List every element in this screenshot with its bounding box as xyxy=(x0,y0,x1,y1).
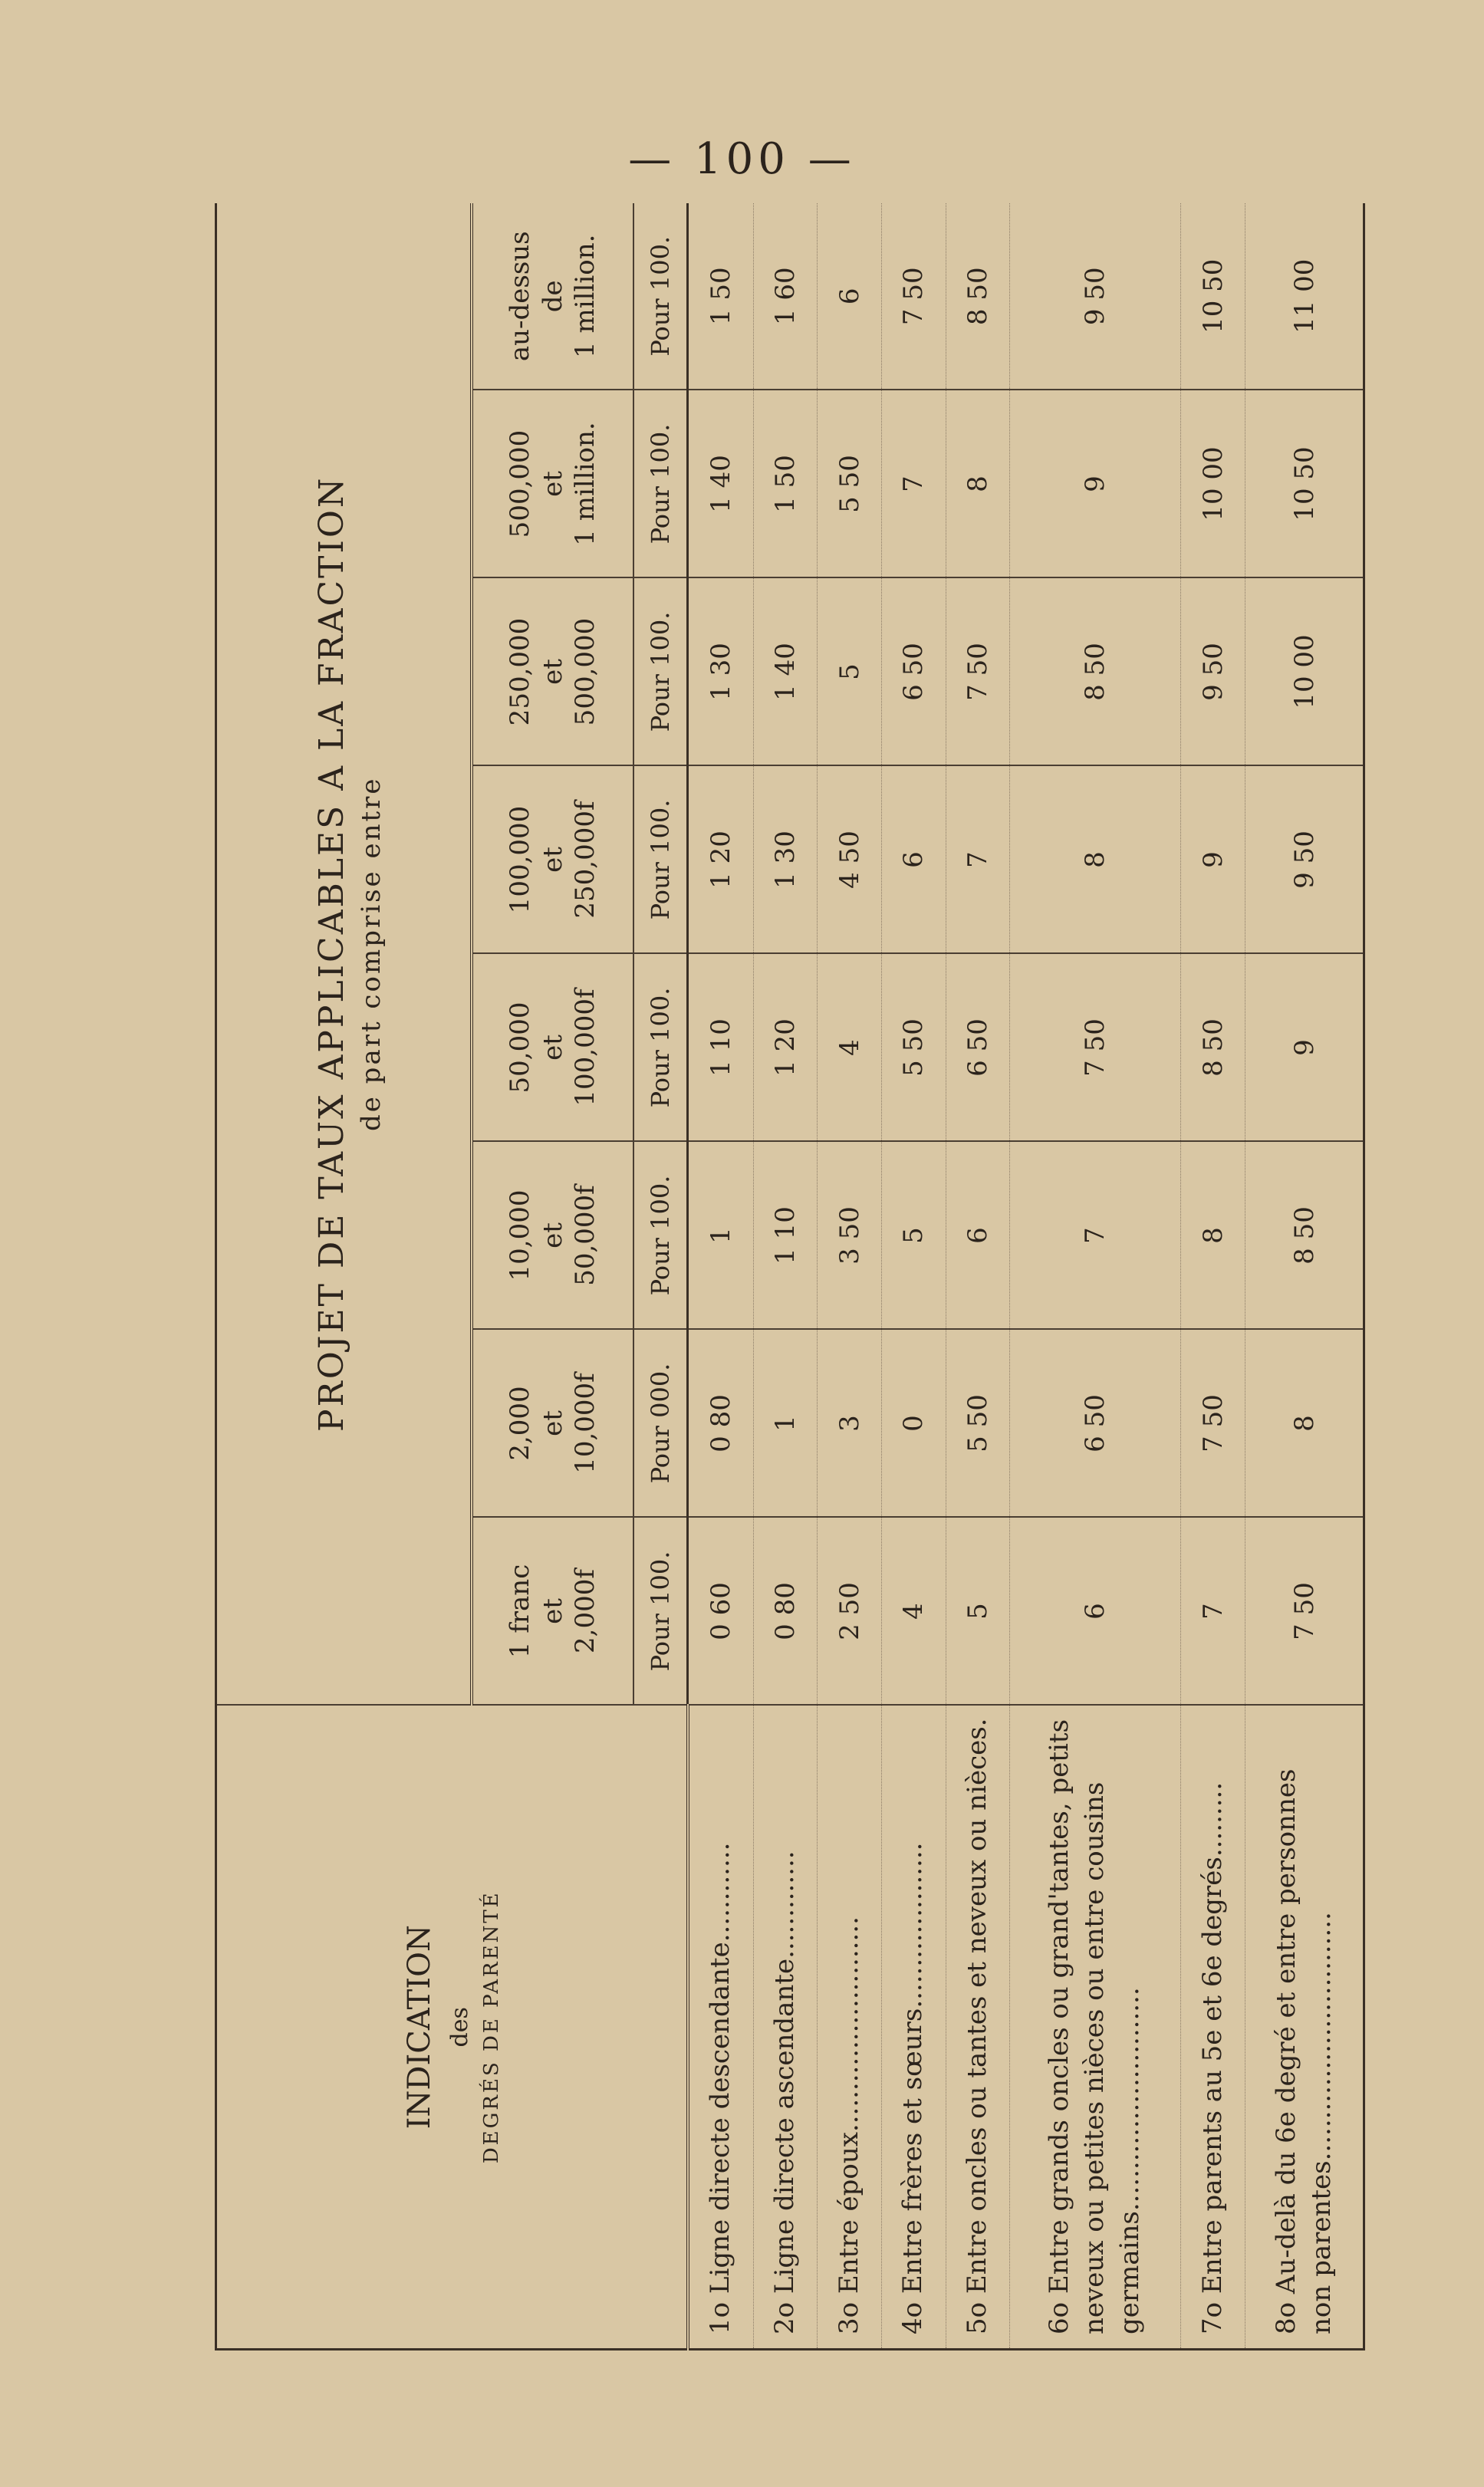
projet-header xyxy=(216,203,472,1706)
table-row xyxy=(818,203,882,2350)
table-row xyxy=(753,203,818,2350)
rate-cell: 8 xyxy=(946,390,1010,578)
rate-cell: 10 50 xyxy=(1245,390,1364,578)
indication-des: des xyxy=(446,2007,473,2048)
rate-cell: 4 xyxy=(818,954,882,1142)
rate-cell: 2 50 xyxy=(818,1518,882,1706)
relationship-label: 3o Entre époux.......................... xyxy=(818,1706,882,2350)
rate-cell: 1 xyxy=(753,1330,818,1518)
rate-cell: 7 50 xyxy=(946,578,1010,766)
unit-header: Pour 100. xyxy=(633,390,688,578)
rate-cell: 11 00 xyxy=(1245,203,1364,390)
tax-rate-table xyxy=(215,203,1365,2350)
unit-header: Pour 000. xyxy=(633,1330,688,1518)
unit-header: Pour 100. xyxy=(633,203,688,390)
rate-cell: 5 50 xyxy=(882,954,946,1142)
rate-cell: 1 20 xyxy=(688,766,754,954)
rate-cell: 1 20 xyxy=(753,954,818,1142)
bracket-header: 500,000 et 1 million. xyxy=(472,390,633,578)
rate-cell: 9 xyxy=(1245,954,1364,1142)
table-row xyxy=(1181,203,1245,2350)
bracket-header: 250,000 et 500,000 xyxy=(472,578,633,766)
rate-cell: 6 xyxy=(946,1142,1010,1330)
rate-cell: 8 xyxy=(1181,1142,1245,1330)
rate-cell: 7 xyxy=(1010,1142,1181,1330)
rate-cell: 8 50 xyxy=(1245,1142,1364,1330)
rate-cell: 1 50 xyxy=(688,203,754,390)
rate-cell: 7 50 xyxy=(1245,1518,1364,1706)
relationship-label: 5o Entre oncles ou tantes et neveux ou nièces. xyxy=(946,1706,1010,2350)
rate-cell: 6 50 xyxy=(1010,1330,1181,1518)
rate-cell: 0 60 xyxy=(688,1518,754,1706)
rate-cell: 1 40 xyxy=(688,390,754,578)
rate-cell: 4 xyxy=(882,1518,946,1706)
rate-cell: 6 xyxy=(882,766,946,954)
rate-cell: 9 50 xyxy=(1245,766,1364,954)
unit-header: Pour 100. xyxy=(633,1142,688,1330)
bracket-header: 10,000 et 50,000f xyxy=(472,1142,633,1330)
table-stage xyxy=(215,203,1365,2350)
rate-cell: 0 xyxy=(882,1330,946,1518)
rate-cell: 1 10 xyxy=(688,954,754,1142)
rate-cell: 9 xyxy=(1181,766,1245,954)
rate-cell: 5 xyxy=(882,1142,946,1330)
rate-cell: 6 50 xyxy=(882,578,946,766)
table-row xyxy=(882,203,946,2350)
indication-degrees: DEGRÉS DE PARENTÉ xyxy=(479,1890,503,2164)
rate-cell: 10 00 xyxy=(1245,578,1364,766)
rate-cell: 1 10 xyxy=(753,1142,818,1330)
rate-cell: 3 xyxy=(818,1330,882,1518)
projet-subtitle: de part comprise entre xyxy=(355,776,387,1132)
unit-header: Pour 100. xyxy=(633,954,688,1142)
bracket-header: 50,000 et 100,000f xyxy=(472,954,633,1142)
rate-cell: 0 80 xyxy=(688,1330,754,1518)
rate-cell: 1 30 xyxy=(688,578,754,766)
rate-cell: 5 xyxy=(946,1518,1010,1706)
table-body xyxy=(688,203,1364,2350)
rotated-table-frame xyxy=(215,203,1365,2350)
rate-cell: 3 50 xyxy=(818,1142,882,1330)
bracket-header: 100,000 et 250,000f xyxy=(472,766,633,954)
rate-cell: 9 50 xyxy=(1010,203,1181,390)
projet-title: PROJET DE TAUX APPLICABLES A LA FRACTION xyxy=(311,475,351,1432)
rate-cell: 8 xyxy=(1245,1330,1364,1518)
relationship-label: 7o Entre parents au 5e et 6e degrés......... xyxy=(1181,1706,1245,2350)
rate-cell: 1 50 xyxy=(753,390,818,578)
rate-cell: 0 80 xyxy=(753,1518,818,1706)
rate-cell: 5 50 xyxy=(818,390,882,578)
rate-cell: 7 xyxy=(946,766,1010,954)
rate-cell: 5 xyxy=(818,578,882,766)
rate-cell: 8 50 xyxy=(1181,954,1245,1142)
bracket-header: 1 franc et 2,000f xyxy=(472,1518,633,1706)
rate-cell: 7 50 xyxy=(1010,954,1181,1142)
table-row xyxy=(688,203,754,2350)
rate-cell: 8 50 xyxy=(1010,578,1181,766)
rate-cell: 7 50 xyxy=(882,203,946,390)
indication-header xyxy=(216,1706,688,2350)
rate-cell: 10 50 xyxy=(1181,203,1245,390)
table-row xyxy=(1245,203,1364,2350)
rate-cell: 4 50 xyxy=(818,766,882,954)
rate-cell: 1 xyxy=(688,1142,754,1330)
rate-cell: 9 50 xyxy=(1181,578,1245,766)
unit-header: Pour 100. xyxy=(633,578,688,766)
relationship-label: 2o Ligne directe ascendante............. xyxy=(753,1706,818,2350)
rate-cell: 7 50 xyxy=(1181,1330,1245,1518)
unit-header: Pour 100. xyxy=(633,1518,688,1706)
bracket-header: au-dessus de 1 million. xyxy=(472,203,633,390)
rate-cell: 10 00 xyxy=(1181,390,1245,578)
rate-cell: 1 60 xyxy=(753,203,818,390)
rate-cell: 6 xyxy=(818,203,882,390)
rate-cell: 6 xyxy=(1010,1518,1181,1706)
unit-header: Pour 100. xyxy=(633,766,688,954)
rate-cell: 6 50 xyxy=(946,954,1010,1142)
rate-cell: 7 xyxy=(1181,1518,1245,1706)
table-row xyxy=(946,203,1010,2350)
rate-cell: 9 xyxy=(1010,390,1181,578)
relationship-label: 8o Au-delà du 6e degré et entre personnes non parentes.............................. xyxy=(1245,1706,1364,2350)
indication-title: INDICATION xyxy=(401,1925,437,2130)
rate-cell: 8 50 xyxy=(946,203,1010,390)
bracket-header: 2,000 et 10,000f xyxy=(472,1330,633,1518)
relationship-label: 4o Entre frères et sœurs.................... xyxy=(882,1706,946,2350)
rate-cell: 8 xyxy=(1010,766,1181,954)
relationship-label: 6o Entre grands oncles ou grand'tantes, petits neveux ou petites nièces ou entre cousins germains........................... xyxy=(1010,1706,1181,2350)
rate-cell: 5 50 xyxy=(946,1330,1010,1518)
rate-cell: 7 xyxy=(882,390,946,578)
rate-cell: 1 40 xyxy=(753,578,818,766)
rate-cell: 1 30 xyxy=(753,766,818,954)
relationship-label: 1o Ligne directe descendante............ xyxy=(688,1706,754,2350)
table-row xyxy=(1010,203,1181,2350)
page-number: — 100 — xyxy=(628,134,856,184)
